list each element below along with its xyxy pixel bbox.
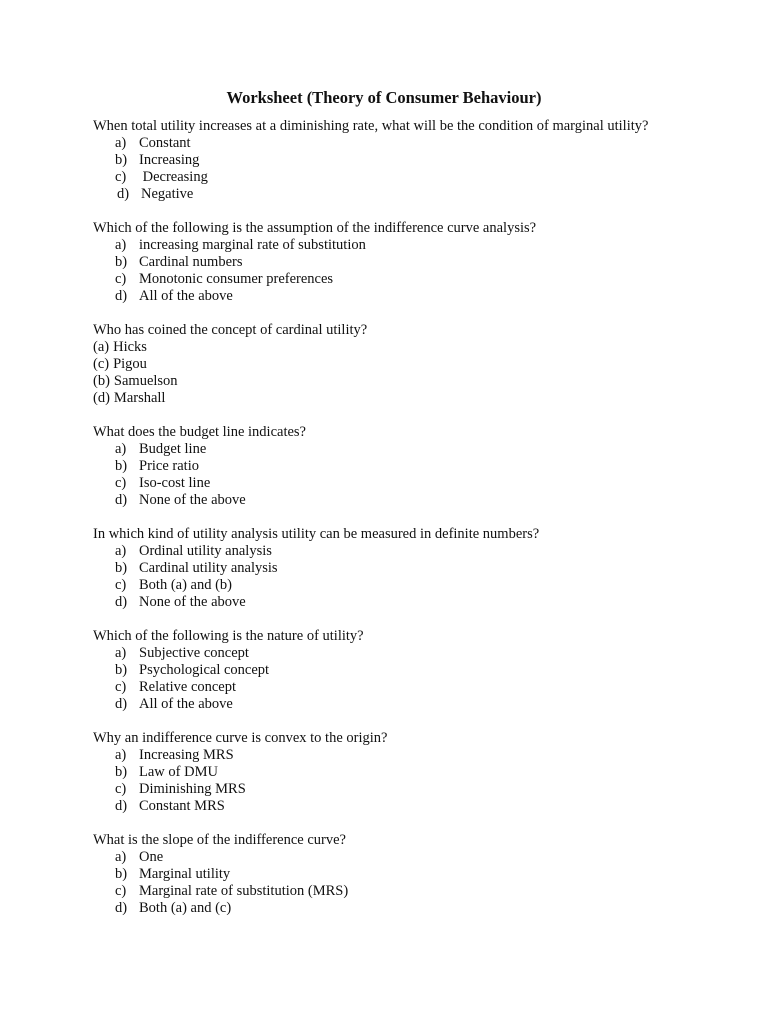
option-letter: b) — [115, 254, 128, 271]
option-text: All of the above — [139, 288, 233, 305]
answer-option — [93, 390, 653, 407]
option-text: Marginal rate of substitution (MRS) — [139, 883, 349, 900]
option-text: Psychological concept — [139, 662, 270, 679]
option-letter: (a) — [93, 339, 110, 356]
answer-option — [93, 475, 653, 492]
answer-option — [93, 237, 653, 254]
question-list — [93, 118, 653, 934]
option-text: Pigou — [113, 356, 147, 373]
answer-option — [93, 169, 653, 186]
answer-option — [93, 798, 653, 815]
option-letter: (d) — [93, 390, 110, 407]
option-letter: b) — [115, 865, 128, 882]
option-text: Hicks — [113, 339, 147, 356]
answer-option — [93, 594, 653, 611]
question-text: What does the budget line indicates? — [93, 423, 306, 440]
option-text: Increasing MRS — [139, 746, 234, 763]
option-letter: d) — [115, 288, 128, 305]
option-letter: a) — [115, 644, 127, 661]
option-text: Constant MRS — [139, 798, 225, 815]
question-text: Who has coined the concept of cardinal utility? — [93, 321, 368, 338]
answer-option — [93, 271, 653, 288]
option-letter: b) — [115, 764, 128, 780]
question-1 — [93, 118, 653, 203]
answer-option — [93, 679, 653, 696]
question-4 — [93, 424, 653, 509]
option-text: Price ratio — [139, 458, 199, 475]
answer-option — [93, 356, 653, 373]
option-text: Cardinal utility analysis — [139, 560, 278, 577]
option-letter: b) — [115, 458, 128, 475]
answer-option — [93, 866, 653, 883]
option-letter: d) — [115, 696, 128, 713]
answer-option — [93, 441, 653, 458]
option-letter: a) — [115, 848, 127, 865]
question-8 — [93, 832, 653, 917]
option-letter: d) — [117, 186, 130, 203]
option-text: None of the above — [139, 594, 246, 611]
option-text: Ordinal utility analysis — [139, 542, 272, 559]
question-3 — [93, 322, 653, 407]
option-letter: a) — [115, 237, 127, 254]
question-text: Which of the following is the assumption of the indifference curve analysis? — [93, 219, 537, 236]
question-text: In which kind of utility analysis utility can be measured in definite numbers? — [93, 525, 540, 542]
answer-option — [93, 747, 653, 764]
option-text: One — [139, 848, 164, 865]
option-letter: b) — [115, 560, 128, 577]
option-text: Marginal utility — [139, 865, 231, 882]
answer-option — [93, 373, 653, 390]
option-text: Constant — [139, 135, 191, 152]
option-letter: b) — [115, 662, 128, 679]
question-6 — [93, 628, 653, 713]
option-letter: d) — [115, 594, 128, 611]
option-text: Both (a) and (c) — [139, 900, 232, 917]
option-text: Both (a) and (b) — [139, 577, 233, 594]
question-2 — [93, 220, 653, 305]
option-text: Negative — [141, 186, 194, 203]
option-letter: (b) — [93, 373, 110, 390]
option-text: Monotonic consumer preferences — [139, 271, 334, 288]
answer-option — [93, 900, 653, 917]
option-letter: d) — [115, 900, 128, 917]
option-letter: d) — [115, 492, 128, 509]
option-text: All of the above — [139, 696, 233, 713]
option-text: Marshall — [113, 390, 166, 407]
option-letter: a) — [115, 542, 127, 559]
question-text: Which of the following is the nature of utility? — [93, 627, 364, 644]
option-letter: a) — [115, 746, 127, 763]
option-letter: c) — [115, 679, 127, 696]
option-text: Samuelson — [113, 373, 178, 390]
option-text: increasing marginal rate of substitution — [139, 237, 366, 254]
option-text: Increasing — [139, 152, 200, 169]
answer-option — [93, 883, 653, 900]
answer-option — [93, 339, 653, 356]
answer-option — [93, 492, 653, 509]
answer-option — [93, 781, 653, 798]
answer-option — [93, 764, 653, 781]
option-letter: (c) — [93, 356, 110, 373]
answer-option — [93, 662, 653, 679]
answer-option — [93, 186, 653, 203]
answer-option — [93, 135, 653, 152]
answer-option — [93, 849, 653, 866]
answer-option — [93, 288, 653, 305]
question-text: When total utility increases at a diminishing rate, what will be the condition of marginal utility? — [93, 118, 649, 134]
page-title: Worksheet (Theory of Consumer Behaviour) — [226, 88, 542, 107]
option-letter: a) — [115, 135, 127, 152]
answer-option — [93, 152, 653, 169]
option-text: Diminishing MRS — [139, 781, 246, 798]
option-text: Relative concept — [139, 679, 237, 696]
answer-option — [93, 458, 653, 475]
option-letter: c) — [115, 577, 127, 594]
answer-option — [93, 543, 653, 560]
option-text: Cardinal numbers — [139, 254, 243, 271]
option-text: Decreasing — [139, 169, 208, 186]
option-text: Law of DMU — [139, 764, 218, 780]
option-letter: d) — [115, 798, 128, 815]
option-letter: c) — [115, 475, 127, 492]
answer-option — [93, 560, 653, 577]
answer-option — [93, 696, 653, 713]
answer-option — [93, 254, 653, 271]
option-letter: a) — [115, 441, 127, 457]
question-7 — [93, 730, 653, 815]
answer-option — [93, 577, 653, 594]
question-5 — [93, 526, 653, 611]
option-text: Subjective concept — [139, 644, 249, 661]
question-text: Why an indifference curve is convex to the origin? — [93, 729, 388, 746]
option-text: None of the above — [139, 492, 246, 509]
option-letter: c) — [115, 169, 127, 186]
option-text: Iso-cost line — [139, 475, 211, 492]
option-letter: c) — [115, 883, 127, 900]
option-letter: b) — [115, 152, 128, 169]
option-text: Budget line — [139, 441, 207, 457]
answer-option — [93, 645, 653, 662]
question-text: What is the slope of the indifference curve? — [93, 831, 346, 848]
option-letter: c) — [115, 781, 127, 798]
option-letter: c) — [115, 271, 127, 288]
